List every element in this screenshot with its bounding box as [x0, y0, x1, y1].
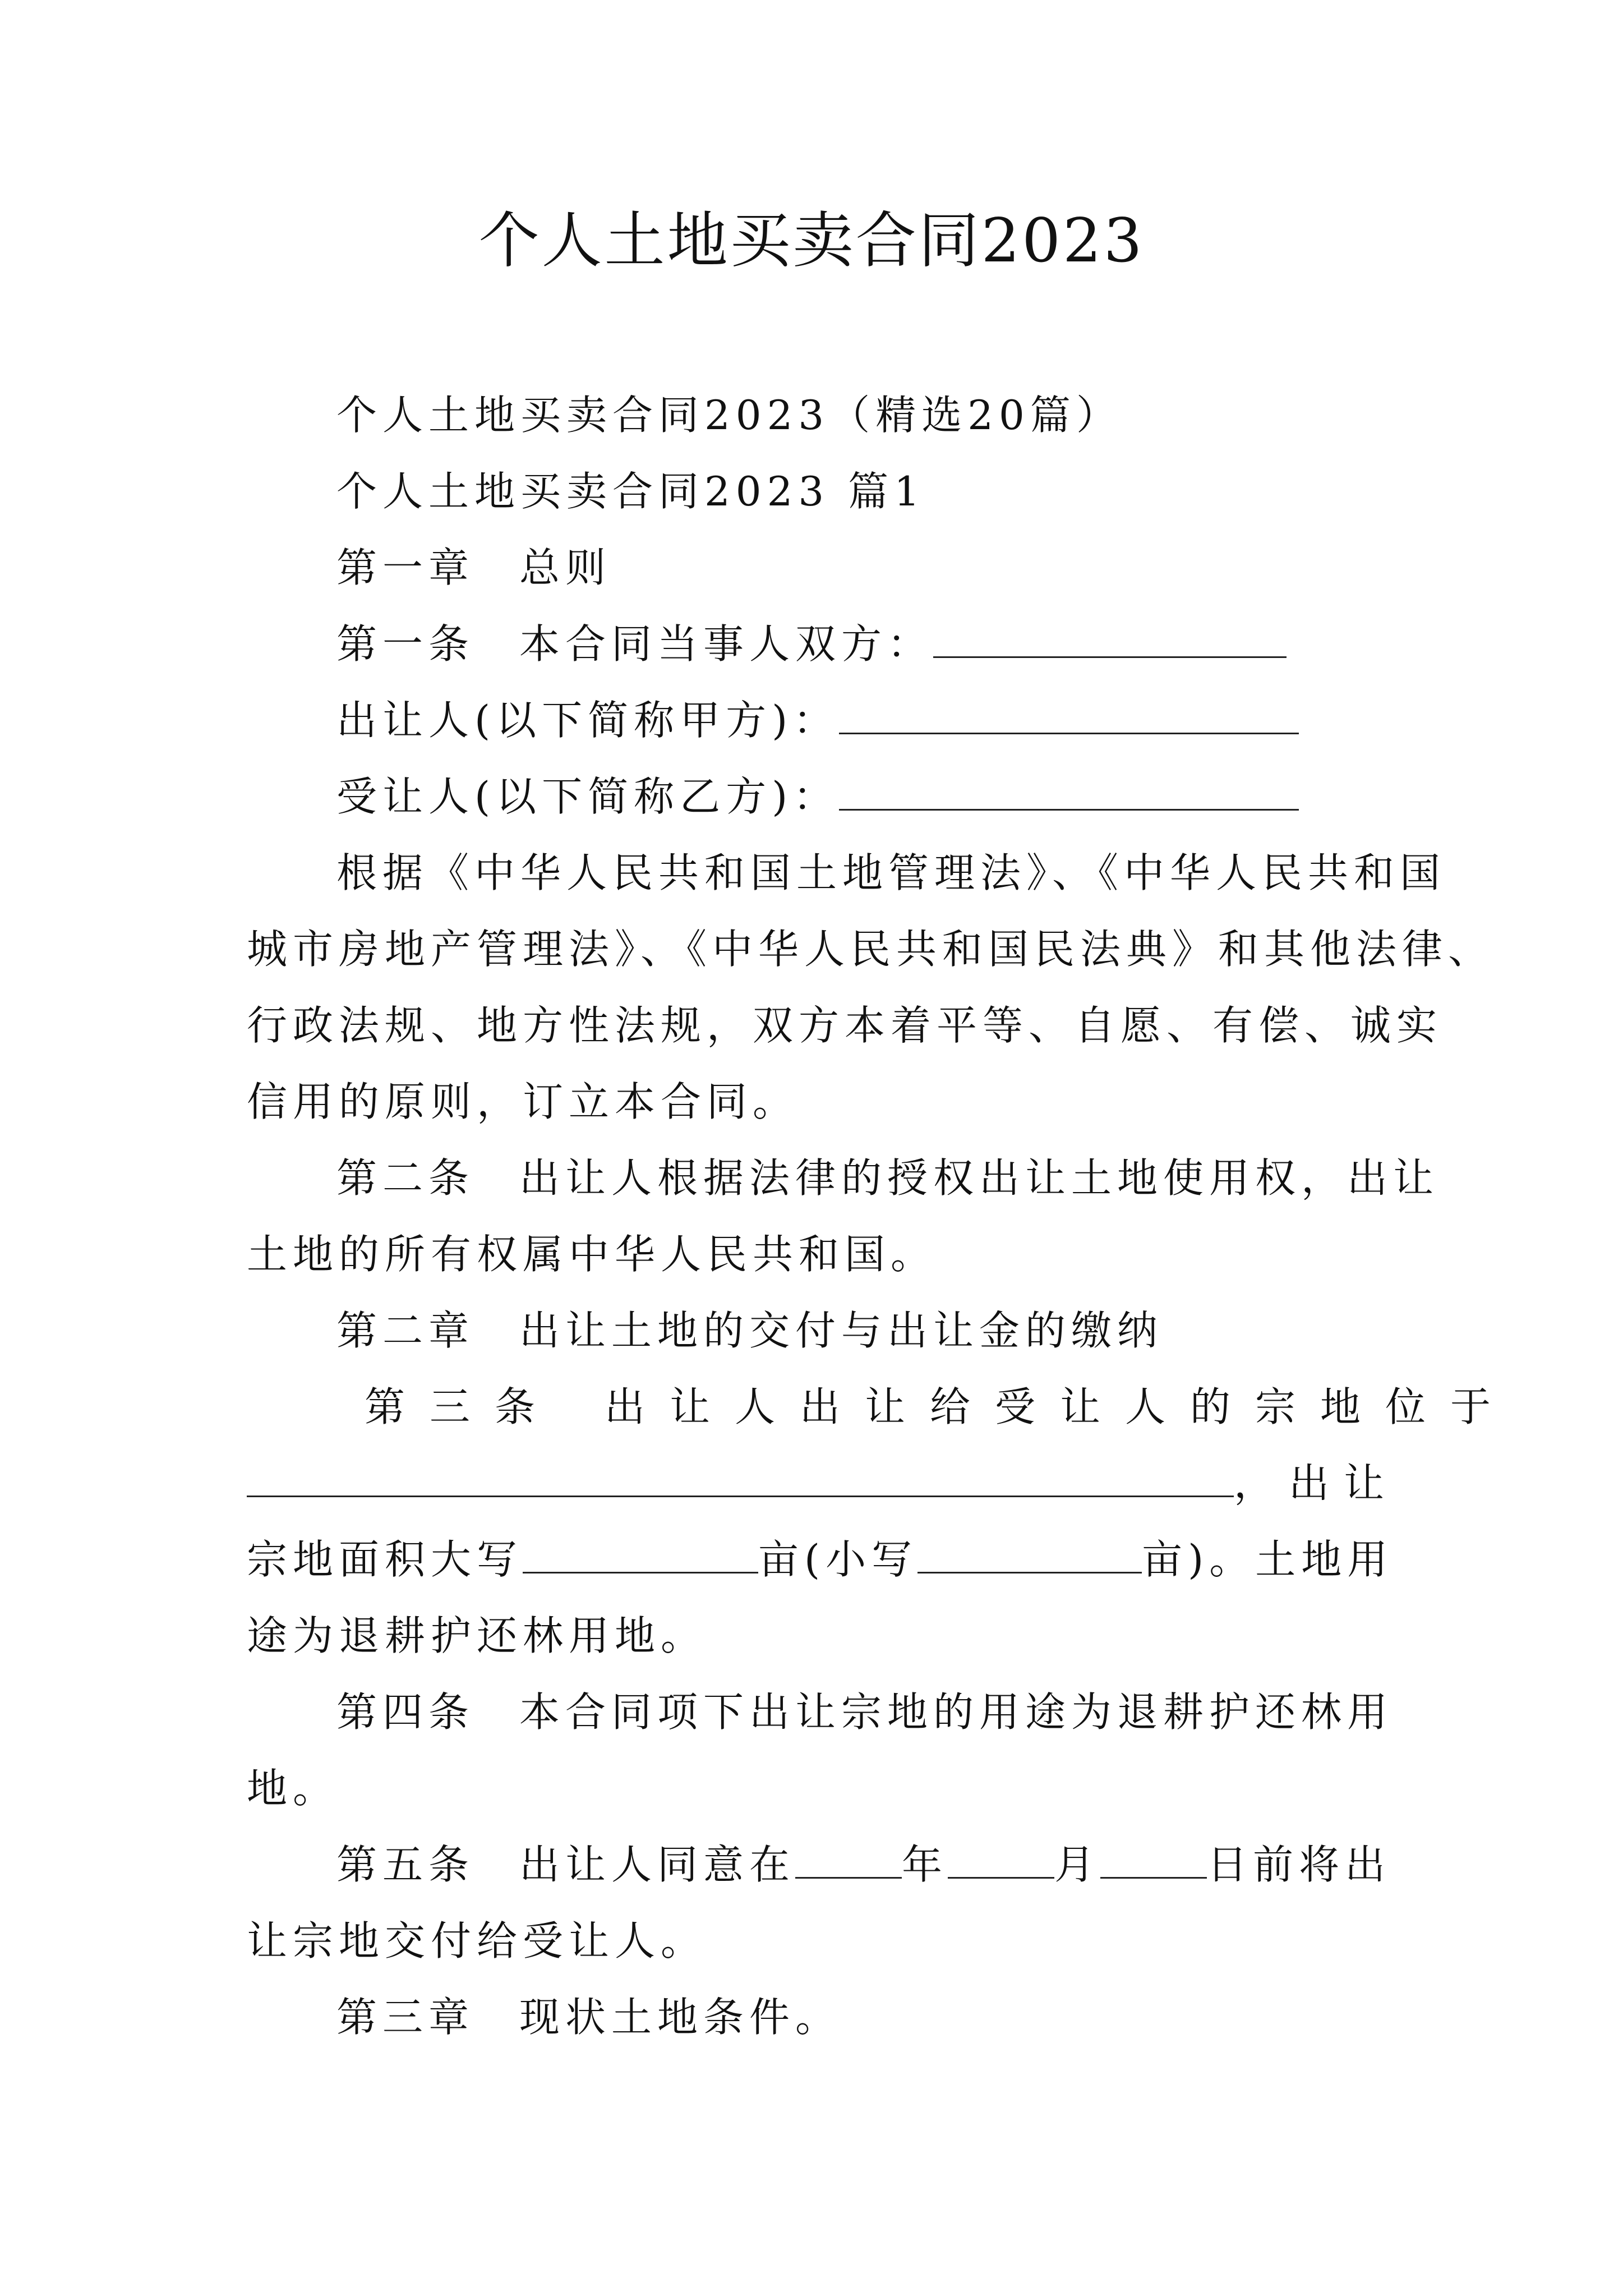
article-3-line-1: [247, 1379, 1516, 1435]
chapter-2-label: 第二章: [336, 1307, 475, 1354]
article-5-line-2: 让宗地交付给受让人。: [247, 1917, 707, 1964]
article-3-text: 出让人出让给受让人的宗地位于: [605, 1383, 1516, 1430]
year-label: 年: [902, 1841, 948, 1888]
chapter-1-heading: [247, 540, 1391, 596]
party-b-blank: [839, 774, 1299, 811]
chapter-3-heading: [247, 1989, 1391, 2045]
part-heading: 个人土地买卖合同2023 篇1: [336, 468, 925, 515]
basis-line-1: 根据《中华人民共和国土地管理法》、《中华人民共和国: [336, 849, 1446, 896]
article-3-line-2-tail: ，出让: [1234, 1460, 1399, 1507]
article-4-text: 本合同项下出让宗地的用途为退耕护还林用: [519, 1688, 1394, 1736]
article-1: [247, 616, 1391, 672]
article-3-line-3: [247, 1531, 1394, 1588]
chapter-1-name: 总则: [519, 544, 612, 591]
basis-line-4: 信用的原则，订立本合同。: [247, 1078, 799, 1125]
article-1-text: 本合同当事人双方：: [519, 620, 934, 668]
area-label: 宗地面积大写: [247, 1536, 523, 1583]
chapter-3-name: 现状土地条件。: [519, 1994, 842, 2041]
parties-blank: [933, 622, 1287, 658]
article-2-line-2: 土地的所有权属中华人民共和国。: [247, 1231, 937, 1278]
basis-line-2: 城市房地产管理法》、《中华人民共和国民法典》和其他法律、: [247, 926, 1495, 973]
party-a-line: [247, 692, 1391, 748]
subtitle-text: 个人土地买卖合同2023（精选20篇）: [336, 392, 1122, 439]
article-4-label: 第四条: [336, 1688, 475, 1736]
article-4-line-2: 地。: [247, 1765, 339, 1812]
party-a-label: 出让人(以下简称甲方)：: [336, 697, 840, 744]
month-label: 月: [1054, 1841, 1101, 1888]
area-tail: 亩)。土地用: [1142, 1536, 1394, 1583]
article-5-tail: 日前将出: [1207, 1841, 1391, 1888]
subtitle: [247, 387, 1391, 443]
basis-line-3: 行政法规、地方性法规，双方本着平等、自愿、有偿、诚实: [247, 1002, 1443, 1049]
article-3-line-2: [247, 1455, 1399, 1511]
year-blank: [795, 1842, 902, 1879]
article-2-line-1: [247, 1150, 1440, 1206]
day-blank: [1100, 1842, 1207, 1879]
document-title: 个人土地买卖合同2023: [478, 206, 1145, 276]
area-small-label: 亩(小写: [758, 1536, 918, 1583]
chapter-2-name: 出让土地的交付与出让金的缴纳: [519, 1307, 1164, 1354]
month-blank: [948, 1842, 1054, 1879]
party-b-label: 受让人(以下简称乙方)：: [336, 773, 840, 820]
chapter-2-heading: [247, 1303, 1391, 1359]
article-1-label: 第一条: [336, 620, 475, 668]
article-5-text: 出让人同意在: [519, 1841, 796, 1888]
area-lower-blank: [917, 1537, 1142, 1573]
area-upper-blank: [523, 1537, 758, 1573]
article-2-label: 第二条: [336, 1154, 475, 1202]
article-3-label: 第三条: [365, 1383, 560, 1430]
article-5-line-1: [247, 1837, 1391, 1893]
chapter-3-label: 第三章: [336, 1994, 475, 2041]
article-2-text: 出让人根据法律的授权出让土地使用权，出让: [519, 1154, 1440, 1202]
chapter-1-label: 第一章: [336, 544, 475, 591]
party-a-blank: [839, 698, 1299, 734]
location-blank: [247, 1461, 1234, 1497]
article-3-line-4: 途为退耕护还林用地。: [247, 1612, 707, 1659]
article-5-label: 第五条: [336, 1841, 475, 1888]
article-4-line-1: [247, 1684, 1394, 1740]
party-b-line: [247, 769, 1391, 825]
